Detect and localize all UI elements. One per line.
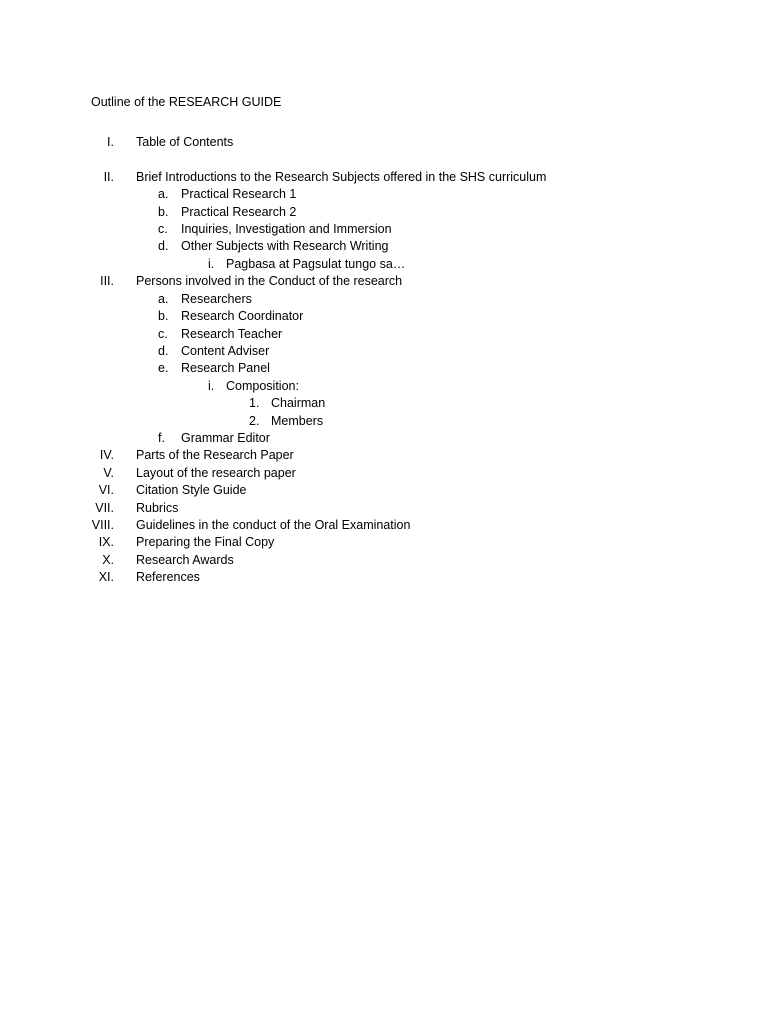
outline-item [0, 343, 768, 359]
outline-item-label: Table of Contents [136, 135, 234, 149]
outline-item [0, 569, 768, 585]
outline-item-marker: V. [103, 466, 114, 480]
outline-item-marker: c. [158, 327, 168, 341]
outline-item-label: References [136, 570, 200, 584]
outline-item-label: Parts of the Research Paper [136, 448, 294, 462]
outline-item [0, 552, 768, 568]
outline-item-marker: I. [107, 135, 114, 149]
outline-item [0, 500, 768, 516]
outline-item [0, 465, 768, 481]
outline-item-marker: f. [158, 431, 165, 445]
outline-item [0, 395, 768, 411]
outline-item-label: Pagbasa at Pagsulat tungo sa… [226, 257, 406, 271]
outline-item [0, 430, 768, 446]
outline-item-label: Layout of the research paper [136, 466, 296, 480]
outline-item-marker: II. [103, 170, 114, 184]
outline-item [0, 186, 768, 202]
outline-item-label: Practical Research 2 [181, 205, 297, 219]
outline-item-label: Research Teacher [181, 327, 283, 341]
outline-item-label: Guidelines in the conduct of the Oral Examination [136, 518, 411, 532]
outline-item-marker: IX. [98, 535, 114, 549]
outline-item [0, 169, 768, 185]
document-title: Outline of the RESEARCH GUIDE [91, 95, 282, 109]
outline-item-label: Practical Research 1 [181, 187, 297, 201]
outline-item-label: Other Subjects with Research Writing [181, 239, 389, 253]
outline-item-marker: VIII. [91, 518, 114, 532]
outline-item-marker: b. [158, 309, 169, 323]
outline-item-marker: i. [208, 379, 215, 393]
outline-item-label: Inquiries, Investigation and Immersion [181, 222, 392, 236]
outline-item [0, 238, 768, 254]
outline-item-marker: b. [158, 205, 169, 219]
outline-item-marker: IV. [99, 448, 114, 462]
outline-item-label: Rubrics [136, 501, 179, 515]
outline-item [0, 534, 768, 550]
outline-item [0, 326, 768, 342]
outline-item [0, 273, 768, 289]
outline-item-label: Research Awards [136, 553, 234, 567]
outline-item-marker: III. [100, 274, 114, 288]
outline-item-label: Members [271, 414, 324, 428]
outline-item [0, 256, 768, 272]
outline-item-label: Researchers [181, 292, 252, 306]
outline-item [0, 378, 768, 394]
outline-item [0, 447, 768, 463]
outline-item-label: Persons involved in the Conduct of the research [136, 274, 403, 288]
outline-item [0, 308, 768, 324]
outline-item [0, 204, 768, 220]
outline-item-label: Content Adviser [181, 344, 270, 358]
outline-item-marker: a. [158, 292, 169, 306]
outline-item-marker: VII. [95, 501, 114, 515]
outline-item [0, 291, 768, 307]
outline-item-label: Preparing the Final Copy [136, 535, 275, 549]
outline-item [0, 517, 768, 533]
outline-item-marker: d. [158, 344, 169, 358]
outline-item-marker: a. [158, 187, 169, 201]
outline-item-marker: X. [102, 553, 114, 567]
outline-item-label: Composition: [226, 379, 299, 393]
outline-item-marker: e. [158, 361, 169, 375]
outline-item-label: Research Coordinator [181, 309, 304, 323]
outline-item-label: Chairman [271, 396, 326, 410]
outline-item-label: Research Panel [181, 361, 270, 375]
outline-item [0, 413, 768, 429]
outline-item-marker: VI. [98, 483, 114, 497]
outline-item-marker: XI. [98, 570, 114, 584]
outline-item-label: Grammar Editor [181, 431, 270, 445]
outline-item [0, 482, 768, 498]
outline-item-marker: 1. [249, 396, 260, 410]
outline-item-marker: d. [158, 239, 169, 253]
outline-item [0, 221, 768, 237]
outline-item-marker: i. [208, 257, 215, 271]
outline-item-marker: 2. [249, 414, 260, 428]
outline-item [0, 134, 768, 150]
outline-item [0, 360, 768, 376]
outline-item-marker: c. [158, 222, 168, 236]
outline-item-label: Brief Introductions to the Research Subjects offered in the SHS curriculum [136, 170, 547, 184]
outline-item-label: Citation Style Guide [136, 483, 247, 497]
